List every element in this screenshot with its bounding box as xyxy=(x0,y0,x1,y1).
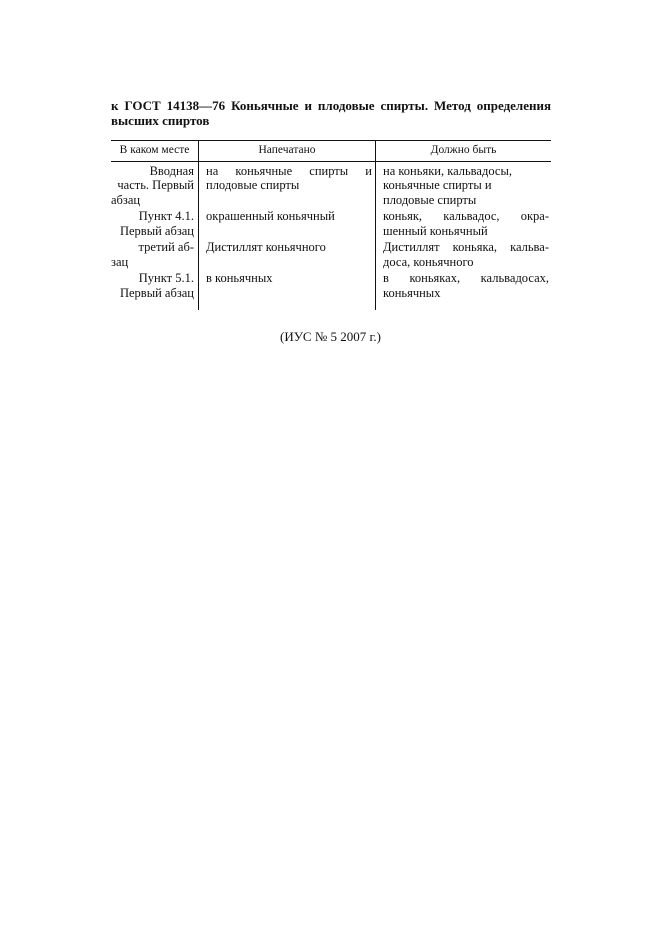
printed-cell xyxy=(198,238,375,269)
should-be-line: плодовые спирты xyxy=(383,192,477,207)
should-be-cell xyxy=(375,207,551,238)
place-cell xyxy=(111,269,198,310)
table-row xyxy=(111,162,551,208)
table-row xyxy=(111,238,551,269)
should-be-cell xyxy=(375,269,551,310)
should-be-line: на коньяки, кальвадосы, xyxy=(383,163,512,178)
place-cell xyxy=(111,162,198,208)
should-be-line: коньячных xyxy=(383,285,441,300)
table-row xyxy=(111,207,551,238)
printed-line: Дистиллят коньячного xyxy=(206,240,326,254)
should-be-cell xyxy=(375,238,551,269)
should-be-line: Дистиллят коньяка, кальва- xyxy=(383,240,549,254)
should-be-line: шенный коньячный xyxy=(383,223,488,238)
printed-line: на коньячные спирты и xyxy=(206,163,372,178)
printed-line: окрашенный коньячный xyxy=(206,209,335,223)
place-line: Вводная xyxy=(149,163,194,178)
printed-cell xyxy=(198,207,375,238)
printed-cell xyxy=(198,162,375,208)
place-line: абзац xyxy=(111,192,141,207)
place-line: зац xyxy=(111,254,129,269)
place-line: Первый абзац xyxy=(119,285,194,300)
should-be-line: коньячные спирты и xyxy=(383,178,492,192)
printed-line: плодовые спирты xyxy=(206,178,300,192)
errata-table xyxy=(111,140,551,310)
place-cell xyxy=(111,207,198,238)
place-line: Первый абзац xyxy=(119,223,194,238)
printed-cell xyxy=(198,269,375,310)
table-row xyxy=(111,269,551,310)
table-header-row xyxy=(111,140,551,162)
should-be-line: коньяк, кальвадос, окра- xyxy=(383,209,549,223)
place-line: Пункт 4.1. xyxy=(138,209,194,223)
issue-reference: (ИУС № 5 2007 г.) xyxy=(280,329,381,344)
should-be-line: доса, коньячного xyxy=(383,254,474,269)
header-should-be: Должно быть xyxy=(375,141,551,161)
place-line: часть. Первый xyxy=(117,178,194,192)
title-line-2: высших спиртов xyxy=(111,113,210,128)
place-line: Пункт 5.1. xyxy=(138,271,194,285)
document-title xyxy=(111,98,551,128)
place-cell xyxy=(111,238,198,269)
should-be-cell xyxy=(375,162,551,208)
title-line-1: к ГОСТ 14138—76 Коньячные и плодовые спирты. Метод определения xyxy=(111,98,551,113)
should-be-line: в коньяках, кальвадосах, xyxy=(383,271,549,285)
header-place: В каком месте xyxy=(119,144,190,156)
header-printed: Напечатано xyxy=(198,141,375,161)
printed-line: в коньячных xyxy=(206,271,273,285)
place-line: третий аб- xyxy=(138,240,194,254)
